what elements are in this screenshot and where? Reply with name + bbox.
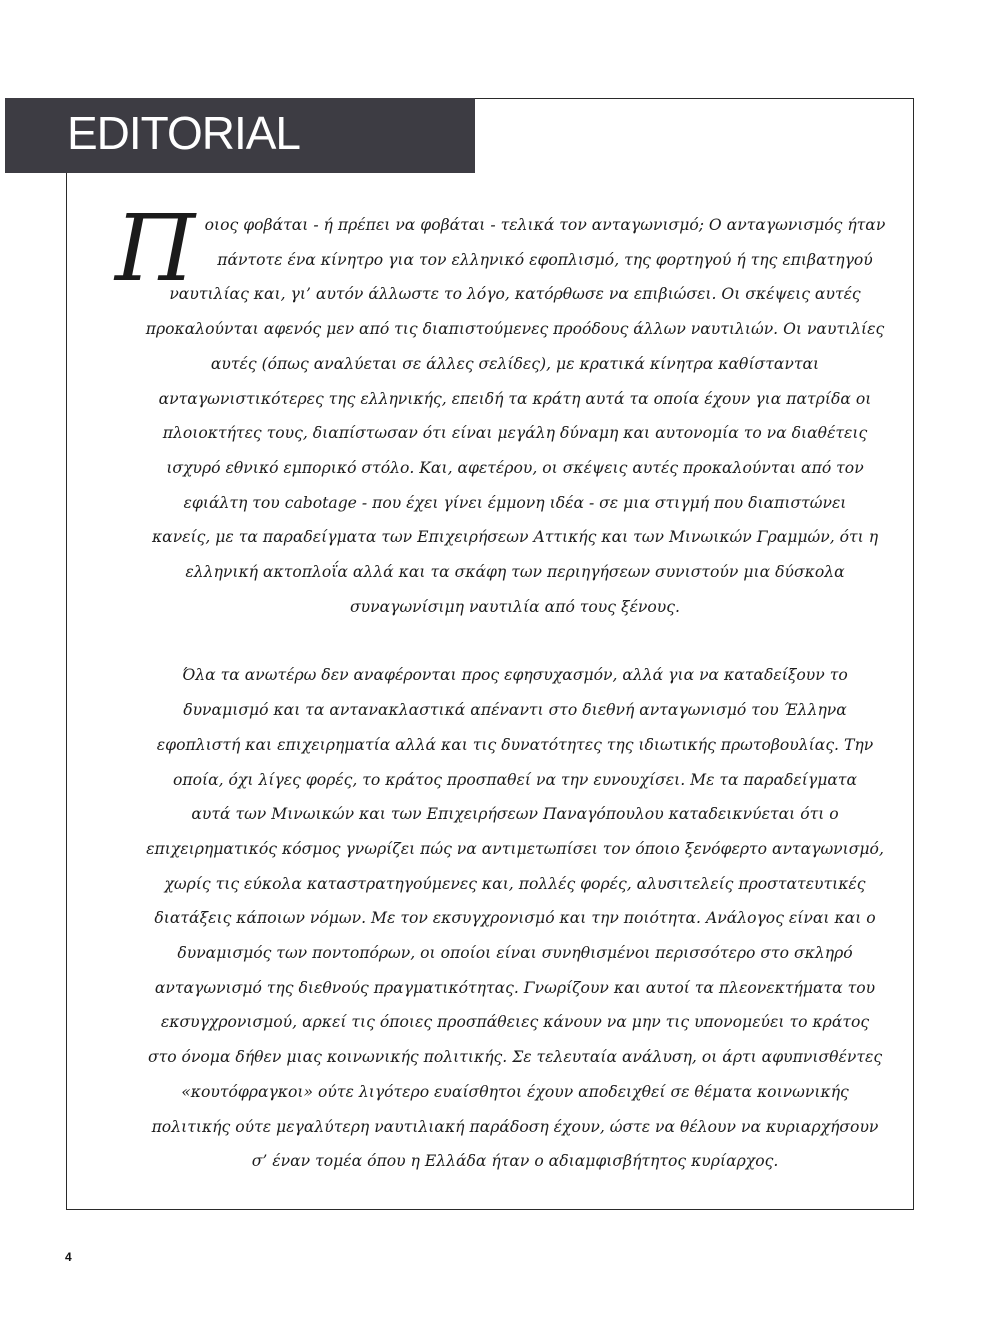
text-line: διατάξεις κάποιων νόμων. Με τον εκσυγχρονισμό και την ποιότητα. Ανάλογος είναι και ο [154, 909, 876, 928]
text-line: οποία, όχι λίγες φορές, το κράτος προσπαθεί να την ευνουχίσει. Με τα παραδείγματα [172, 770, 858, 789]
paragraph-1 [115, 208, 915, 624]
text-line: εφοπλιστή και επιχειρηματία αλλά και τις δυνατότητες της ιδιωτικής πρωτοβουλίας. Την [156, 735, 874, 754]
text-line: πλοιοκτήτες τους, διαπίστωσαν ότι είναι μεγάλη δύναμη και αυτονομία το να διαθέτεις [162, 424, 868, 443]
text-line: προκαλούνται αφενός μεν από τις διαπιστούμενες προόδους άλλων ναυτιλιών. Οι ναυτιλίες [145, 320, 885, 339]
text-line: στο όνομα δήθεν μιας κοινωνικής πολιτικής. Σε τελευταία ανάλυση, οι άρτι αφυπνισθέντες [147, 1048, 883, 1067]
page-number: 4 [65, 1250, 72, 1264]
text-line: ελληνική ακτοπλοΐα αλλά και τα σκάφη των περιηγήσεων συνιστούν μια δύσκολα [185, 563, 845, 582]
text-line: εφιάλτη του cabotage - που έχει γίνει έμμονη ιδέα - σε μια στιγμή που διαπιστώνει [183, 493, 847, 512]
text-line: ισχυρό εθνικό εμπορικό στόλο. Και, αφετέρου, οι σκέψεις αυτές προκαλούνται από τον [166, 458, 864, 477]
editorial-article [115, 208, 915, 1179]
text-line: δυναμισμός των ποντοπόρων, οι οποίοι είναι συνηθισμένοι περισσότερο στο σκληρό [177, 944, 853, 963]
text-line: ανταγωνισμό της διεθνούς πραγματικότητας. Γνωρίζουν και αυτοί τα πλεονεκτήματα του [154, 978, 876, 997]
text-line: δυναμισμό και τα αντανακλαστικά απέναντι στο διεθνή ανταγωνισμό του Έλληνα [183, 701, 847, 720]
text-line: πολιτικής ούτε μεγαλύτερη ναυτιλιακή παράδοση έχουν, ώστε να θέλουν να κυριαρχήσουν [151, 1117, 879, 1136]
text-line: επιχειρηματικός κόσμος γνωρίζει πώς να αντιμετωπίσει τον όποιο ξενόφερτο ανταγωνισμό, [146, 839, 884, 858]
text-line: «κουτόφραγκοι» ούτε λιγότερο ευαίσθητοι έχουν αποδειχθεί σε θέματα κοινωνικής [181, 1082, 849, 1101]
text-line: εκσυγχρονισμού, αρκεί τις όποιες προσπάθειες κάνουν να μην τις υπονομεύει το κράτος [160, 1013, 870, 1032]
text-line: ναυτιλίας και, γι’ αυτόν άλλωστε το λόγο, κατόρθωσε να επιβιώσει. Οι σκέψεις αυτές [169, 285, 861, 304]
text-line: συναγωνίσιμη ναυτιλία από τους ξένους. [350, 597, 680, 616]
text-line: Όλα τα ανωτέρω δεν αναφέρονται προς εφησυχασμόν, αλλά για να καταδείξουν το [182, 666, 848, 685]
text-line: πάντοτε ένα κίνητρο για τον ελληνικό εφοπλισμό, της φορτηγού ή της επιβατηγού [217, 250, 873, 269]
text-line: ανταγωνιστικότερες της ελληνικής, επειδή τα κράτη αυτά τα οποία έχουν για πατρίδα οι [158, 389, 872, 408]
text-line: χωρίς τις εύκολα καταστρατηγούμενες και, πολλές φορές, αλυσιτελείς προστατευτικές [164, 874, 866, 893]
drop-cap: Π [115, 195, 196, 302]
text-line: οιος φοβάται - ή πρέπει να φοβάται - τελικά τον ανταγωνισμό; Ο ανταγωνισμός ήταν [204, 216, 886, 234]
text-line: αυτές (όπως αναλύεται σε άλλες σελίδες), με κρατικά κίνητρα καθίστανται [210, 354, 820, 373]
paragraph-2 [115, 658, 915, 1179]
text-line: κανείς, με τα παραδείγματα των Επιχειρήσεων Αττικής και των Μινωικών Γραμμών, ότι η [151, 528, 879, 547]
text-line: αυτά των Μινωικών και των Επιχειρήσεων Παναγόπουλου καταδεικνύεται ότι ο [191, 805, 839, 824]
page-title: EDITORIAL [67, 107, 300, 159]
text-line: σ’ έναν τομέα όπου η Ελλάδα ήταν ο αδιαμφισβήτητος κυρίαρχος. [251, 1152, 779, 1171]
